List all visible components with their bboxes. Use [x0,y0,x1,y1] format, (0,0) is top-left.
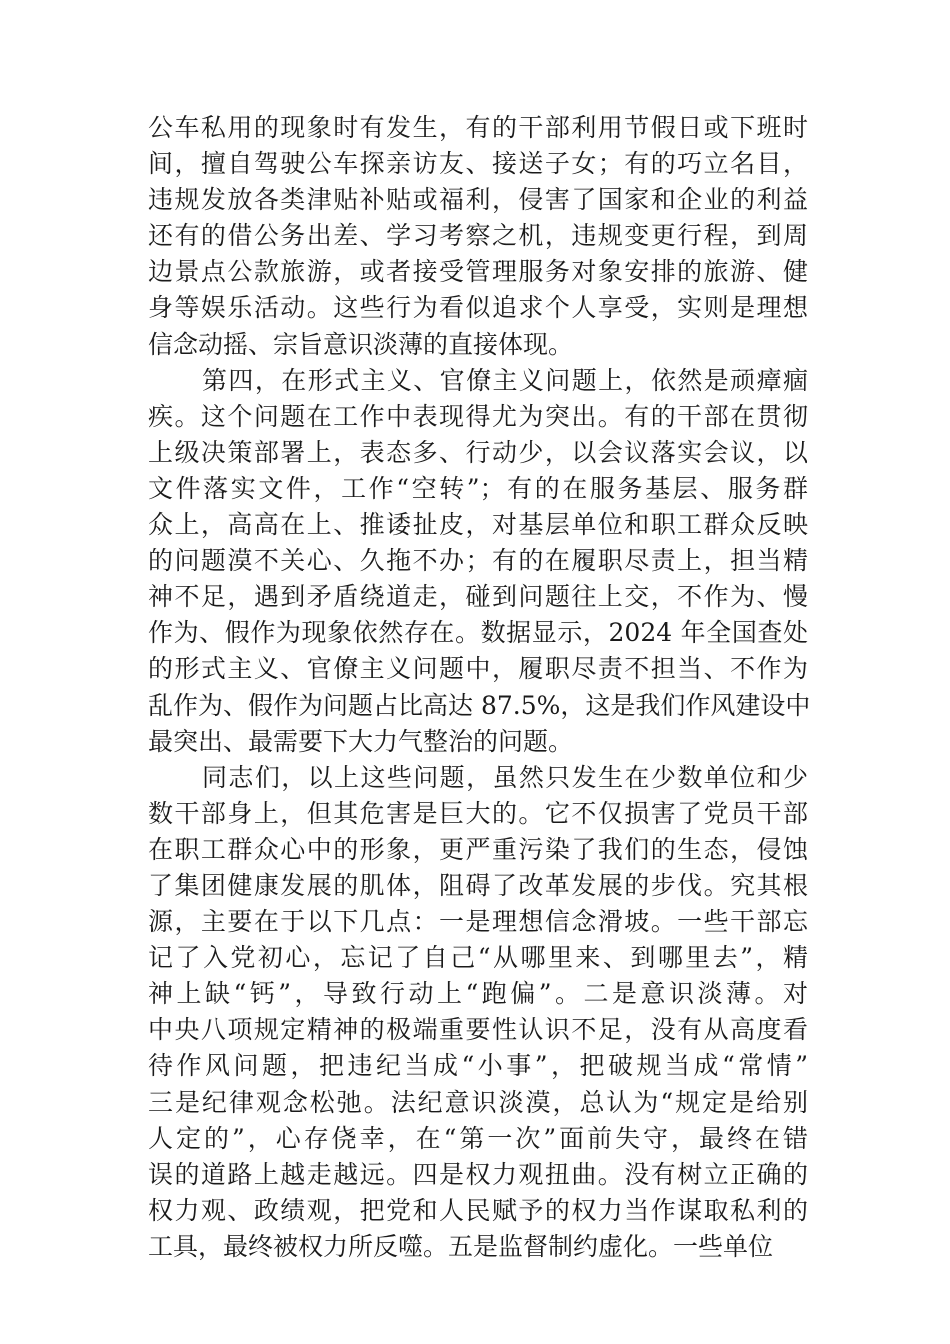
paragraph-line: 违规发放各类津贴补贴或福利，侵害了国家和企业的利益 [148,185,808,215]
paragraph-line: 记了入党初心，忘记了自己“从哪里来、到哪里去”，精 [148,943,808,973]
paragraph-line: 众上，高高在上、推诿扯皮，对基层单位和职工群众反映 [148,510,808,540]
paragraph-line: 身等娱乐活动。这些行为看似追求个人享受，实则是理想 [148,293,808,323]
paragraph-line: 上级决策部署上，表态多、行动少，以会议落实会议，以 [148,437,808,467]
paragraph-line: 的问题漠不关心、久拖不办；有的在履职尽责上，担当精 [148,546,808,576]
paragraph-line: 边景点公款旅游，或者接受管理服务对象安排的旅游、健 [148,257,808,287]
paragraph-line: 作为、假作为现象依然存在。数据显示，2024 年全国查处 [148,618,808,648]
paragraph-line: 间，擅自驾驶公车探亲访友、接送子女；有的巧立名目， [148,149,808,179]
paragraph [148,363,811,760]
paragraph-line: 权力观、政绩观，把党和人民赋予的权力当作谋取私利的 [148,1195,808,1225]
paragraph [148,760,808,1265]
paragraph-line: 待作风问题，把违纪当成“小事”，把破规当成“常情” [148,1051,808,1081]
paragraph-line: 神不足，遇到矛盾绕道走，碰到问题往上交，不作为、慢 [148,582,808,612]
paragraph-line: 第四，在形式主义、官僚主义问题上，依然是顽瘴痼 [202,365,808,395]
paragraph-line: 的形式主义、官僚主义问题中，履职尽责不担当、不作为 [148,654,808,684]
paragraph [148,110,808,363]
paragraph-line: 信念动摇、宗旨意识淡薄的直接体现。 [148,329,574,359]
paragraph-line: 最突出、最需要下大力气整治的问题。 [148,726,574,756]
paragraph-line: 数干部身上，但其危害是巨大的。它不仅损害了党员干部 [148,798,808,828]
paragraph-line: 在职工群众心中的形象，更严重污染了我们的生态，侵蚀 [148,834,808,864]
paragraph-line: 神上缺“钙”，导致行动上“跑偏”。二是意识淡薄。对 [148,979,808,1009]
document-body [148,110,811,1265]
paragraph-line: 工具，最终被权力所反噬。五是监督制约虚化。一些单位 [148,1231,774,1261]
paragraph-line: 三是纪律观念松弛。法纪意识淡漠，总认为“规定是给别 [148,1087,808,1117]
paragraph-line: 文件落实文件，工作“空转”；有的在服务基层、服务群 [148,473,808,503]
paragraph-line: 乱作为、假作为问题占比高达 87.5%，这是我们作风建设中 [148,690,811,720]
paragraph-line: 同志们，以上这些问题，虽然只发生在少数单位和少 [202,762,808,792]
paragraph-line: 误的道路上越走越远。四是权力观扭曲。没有树立正确的 [148,1159,808,1189]
paragraph-line: 中央八项规定精神的极端重要性认识不足，没有从高度看 [148,1015,808,1045]
paragraph-line: 人定的”，心存侥幸，在“第一次”面前失守，最终在错 [148,1123,808,1153]
paragraph-line: 了集团健康发展的肌体，阻碍了改革发展的步伐。究其根 [148,870,808,900]
paragraph-line: 疾。这个问题在工作中表现得尤为突出。有的干部在贯彻 [148,401,808,431]
paragraph-line: 源，主要在于以下几点：一是理想信念滑坡。一些干部忘 [148,907,808,937]
paragraph-line: 公车私用的现象时有发生，有的干部利用节假日或下班时 [148,113,808,142]
paragraph-line: 还有的借公务出差、学习考察之机，违规变更行程，到周 [148,221,808,251]
